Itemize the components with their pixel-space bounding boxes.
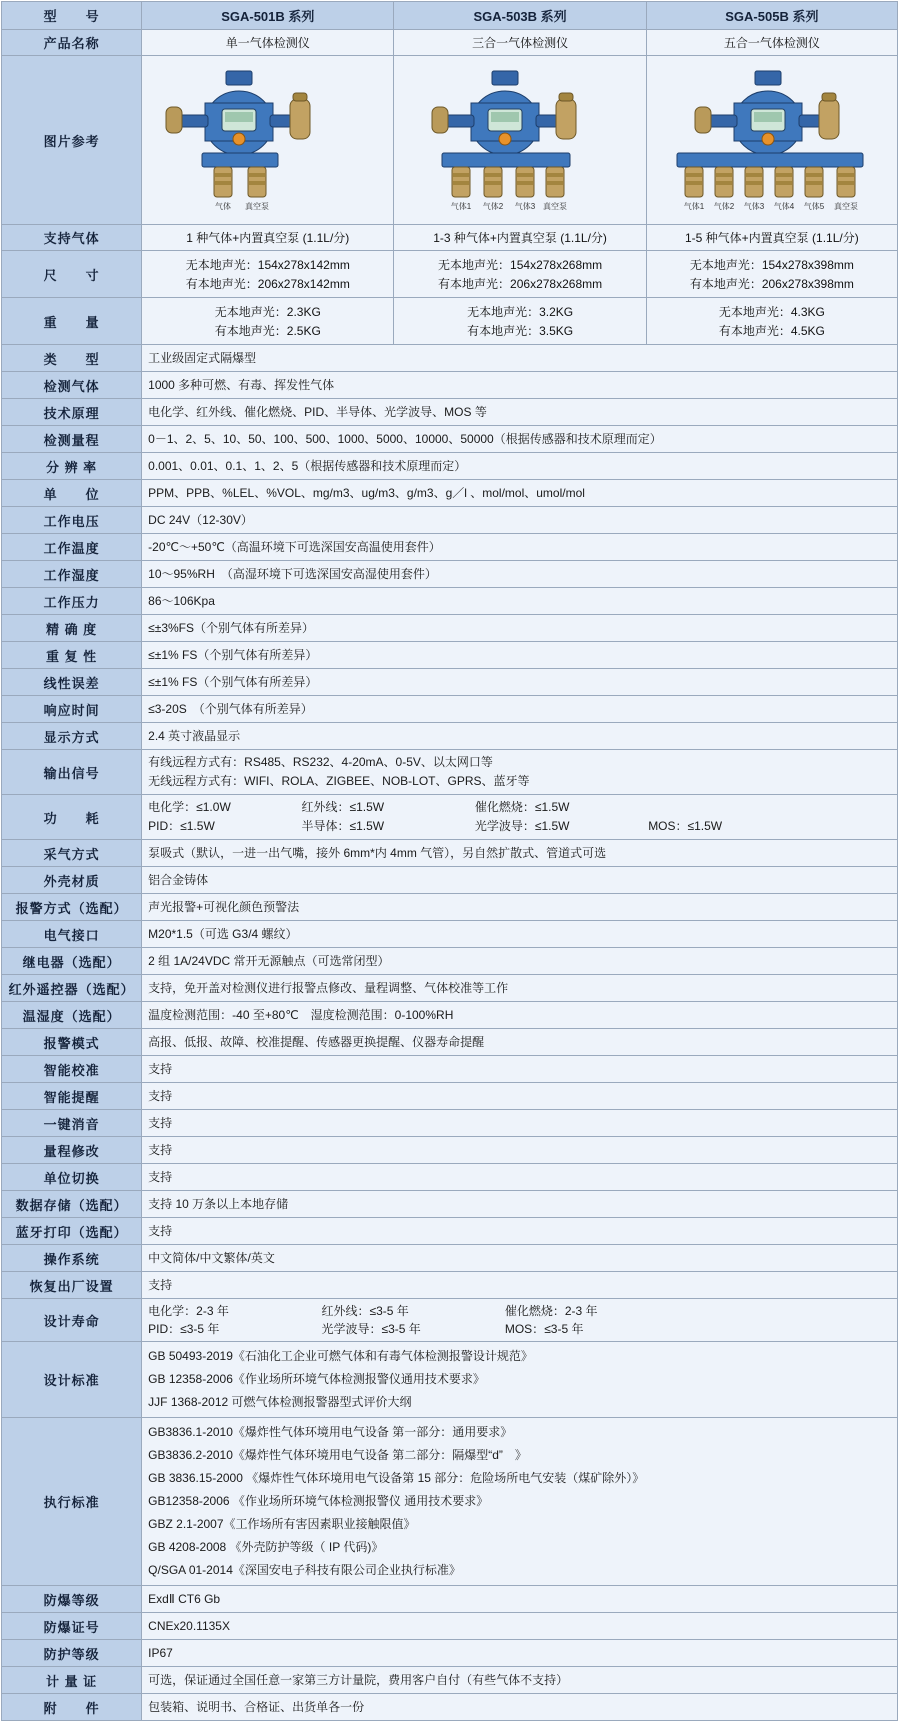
row-label-output-signal: 输出信号 [2,750,142,795]
table-row-design-standard [2,1342,898,1418]
row-label: 工作电压 [2,507,142,534]
row-label-design-life: 设计寿命 [2,1299,142,1342]
row-value: 工业级固定式隔爆型 [142,345,898,372]
life-item-optical [322,1320,502,1338]
row-value: 支持 [142,1164,898,1191]
product-image-505b [646,56,897,225]
power-item-infrared [302,798,472,817]
power-item-pid [148,817,298,836]
row-value: 包装箱、说明书、合格证、出货单各一份 [142,1694,898,1721]
row-label-product-name: 产品名称 [2,30,142,56]
row-value: 支持，免开盖对检测仪进行报警点修改、量程调整、气体校准等工作 [142,975,898,1002]
row-value: ≤3-20S （个别气体有所差异） [142,696,898,723]
life-val: 2-3 年 [196,1304,229,1318]
life-key: 催化燃烧： [504,1304,565,1318]
table-row-spec [2,399,898,426]
life-item-infrared [322,1302,502,1320]
product-name-503b: 三合一气体检测仪 [394,30,646,56]
row-label: 响应时间 [2,696,142,723]
size-503b-no-alarm: 无本地声光：154x278x268mm [438,258,603,272]
row-label: 精 确 度 [2,615,142,642]
port-label-pump: 真空泵 [543,201,568,211]
row-label: 继电器（选配） [2,948,142,975]
row-value: 支持 [142,1137,898,1164]
power-val: ≤1.5W [687,819,723,833]
port-label-gas2: 气体2 [713,201,734,211]
spec-sheet [0,1,899,1721]
row-label: 防护等级 [2,1640,142,1667]
row-value: 温度检测范围：-40 至+80℃ 湿度检测范围：0-100%RH [142,1002,898,1029]
table-row-spec [2,975,898,1002]
row-label-design-standard: 设计标准 [2,1342,142,1418]
weight-501b-no-alarm: 无本地声光：2.3KG [214,305,321,319]
table-row-spec [2,1245,898,1272]
row-label-size: 尺 寸 [2,251,142,298]
life-item-pid [148,1320,318,1338]
weight-501b-with-alarm: 有本地声光：2.5KG [214,324,321,338]
row-value: 0.001、0.01、0.1、1、2、5（根据传感器和技术原理而定） [142,453,898,480]
size-501b [142,251,394,298]
size-501b-no-alarm: 无本地声光：154x278x142mm [185,258,350,272]
row-value: 2.4 英寸液晶显示 [142,723,898,750]
power-val: ≤1.5W [534,800,570,814]
row-label: 红外遥控器（选配） [2,975,142,1002]
power-val: ≤1.5W [349,800,385,814]
row-value: 泵吸式（默认，一进一出气嘴，接外 6mm*内 4mm 气管），另自然扩散式、管道式可选 [142,840,898,867]
table-row-spec [2,1694,898,1721]
table-row-spec [2,1191,898,1218]
table-row-spec [2,921,898,948]
size-505b-no-alarm: 无本地声光：154x278x398mm [689,258,854,272]
row-label: 智能校准 [2,1056,142,1083]
life-val: 2-3 年 [564,1304,598,1318]
gas-support-503b: 1-3 种气体+内置真空泵 (1.1L/分) [394,225,646,251]
port-label-pump: 真空泵 [245,201,270,211]
output-signal-value [142,750,898,795]
row-value: 86～106Kpa [142,588,898,615]
design-standard-line: GB 50493-2019《石油化工企业可燃气体和有毒气体检测报警设计规范》 [148,1349,533,1363]
power-val: ≤1.0W [196,800,231,814]
row-label: 恢复出厂设置 [2,1272,142,1299]
row-label: 工作压力 [2,588,142,615]
table-row-exec-standard [2,1418,898,1586]
power-item-semiconductor [302,817,472,836]
row-label: 一键消音 [2,1110,142,1137]
row-value: 铝合金铸体 [142,867,898,894]
size-505b-with-alarm: 有本地声光：206x278x398mm [689,277,854,291]
row-value: 支持 10 万条以上本地存储 [142,1191,898,1218]
weight-505b-with-alarm: 有本地声光：4.5KG [718,324,825,338]
row-label: 技术原理 [2,399,142,426]
design-standard-value [142,1342,898,1418]
row-label: 单位切换 [2,1164,142,1191]
table-row-spec [2,1667,898,1694]
row-value: ≤±3%FS（个别气体有所差异） [142,615,898,642]
table-row-spec [2,615,898,642]
power-key: PID： [148,819,181,833]
exec-standard-line: GB 3836.15-2000 《爆炸性气体环境用电气设备第 15 部分：危险场所电气安装（煤矿除外）》 [148,1471,645,1485]
life-line-2 [148,1320,891,1338]
power-key: 红外线： [301,800,350,814]
exec-standard-line: GB3836.2-2010《爆炸性气体环境用电气设备 第二部分：隔爆型“d” 》 [148,1448,527,1462]
row-label: 量程修改 [2,1137,142,1164]
row-value: IP67 [142,1640,898,1667]
row-value: ExdⅡ CT6 Gb [142,1586,898,1613]
row-label: 防爆等级 [2,1586,142,1613]
power-key: MOS： [648,819,688,833]
port-label-gas5: 气体5 [803,201,824,211]
life-line-1 [148,1302,891,1320]
table-row-spec [2,534,898,561]
row-label: 线性误差 [2,669,142,696]
row-value: 电化学、红外线、催化燃烧、PID、半导体、光学波导、MOS 等 [142,399,898,426]
table-row-design-life [2,1299,898,1342]
table-row-spec [2,1137,898,1164]
row-value: 支持 [142,1218,898,1245]
table-row-spec [2,696,898,723]
table-row-spec [2,669,898,696]
table-row-spec [2,1029,898,1056]
row-value: 高报、低报、故障、校准提醒、传感器更换提醒、仪器寿命提醒 [142,1029,898,1056]
row-label-power: 功 耗 [2,795,142,840]
row-label: 工作温度 [2,534,142,561]
row-label: 操作系统 [2,1245,142,1272]
row-label-model: 型 号 [2,2,142,30]
table-row-product-name [2,30,898,56]
table-row-spec [2,453,898,480]
row-label-weight: 重 量 [2,298,142,345]
life-val: ≤3-5 年 [544,1322,584,1336]
row-label: 类 型 [2,345,142,372]
table-row-spec [2,894,898,921]
weight-505b [646,298,897,345]
power-item-mos [648,817,768,836]
row-label-gas-support: 支持气体 [2,225,142,251]
row-value: -20℃～+50℃（高温环境下可选深国安高温使用套件） [142,534,898,561]
exec-standard-line: GB 4208-2008 《外壳防护等级（ IP 代码)》 [148,1540,384,1554]
row-label: 报警方式（选配） [2,894,142,921]
detector-1-gas-icon [142,63,342,218]
table-row-spec [2,1164,898,1191]
row-value: 中文简体/中文繁体/英文 [142,1245,898,1272]
life-val: ≤3-5 年 [180,1322,220,1336]
exec-standard-line: GB3836.1-2010《爆炸性气体环境用电气设备 第一部分：通用要求》 [148,1425,513,1439]
row-value: 1000 多种可燃、有毒、挥发性气体 [142,372,898,399]
table-row-weight [2,298,898,345]
row-label: 智能提醒 [2,1083,142,1110]
row-value: PPM、PPB、%LEL、%VOL、mg/m3、ug/m3、g/m3、g／l 、mol/mol、umol/mol [142,480,898,507]
row-label: 防爆证号 [2,1613,142,1640]
row-label: 蓝牙打印（选配） [2,1218,142,1245]
table-row-spec [2,372,898,399]
table-row-images [2,56,898,225]
row-value: CNEx20.1135X [142,1613,898,1640]
table-row-spec [2,1110,898,1137]
life-key: PID： [148,1322,181,1336]
product-name-501b: 单一气体检测仪 [142,30,394,56]
row-value: 支持 [142,1056,898,1083]
table-row-power [2,795,898,840]
product-image-501b [142,56,394,225]
weight-501b [142,298,394,345]
power-line-2 [148,817,891,836]
power-val: ≤1.5W [534,819,570,833]
life-key: MOS： [504,1322,545,1336]
table-row-spec [2,948,898,975]
row-label: 重 复 性 [2,642,142,669]
port-label-gas3: 气体3 [743,201,764,211]
row-label: 报警模式 [2,1029,142,1056]
specification-table [1,1,898,1721]
table-row-spec [2,561,898,588]
table-row-model [2,2,898,30]
row-value: 声光报警+可视化颜色预警法 [142,894,898,921]
row-label: 温湿度（选配） [2,1002,142,1029]
row-value: DC 24V（12-30V） [142,507,898,534]
row-value: 0－1、2、5、10、50、100、500、1000、5000、10000、50000（根据传感器和技术原理而定） [142,426,898,453]
power-val: ≤1.5W [349,819,385,833]
row-value: 10～95%RH （高湿环境下可选深国安高湿使用套件） [142,561,898,588]
life-key: 红外线： [321,1304,370,1318]
exec-standard-value [142,1418,898,1586]
gas-support-501b: 1 种气体+内置真空泵 (1.1L/分) [142,225,394,251]
life-item-electrochem [148,1302,318,1320]
row-value: 2 组 1A/24VDC 常开无源触点（可选常闭型） [142,948,898,975]
row-label-exec-standard: 执行标准 [2,1418,142,1586]
row-value: 支持 [142,1272,898,1299]
table-row-size [2,251,898,298]
table-row-spec [2,507,898,534]
exec-standard-line: GB12358-2006 《作业场所环境气体检测报警仪 通用技术要求》 [148,1494,489,1508]
row-value: ≤±1% FS（个别气体有所差异） [142,669,898,696]
table-row-spec [2,642,898,669]
row-label: 工作湿度 [2,561,142,588]
table-row-spec [2,840,898,867]
row-value: 支持 [142,1083,898,1110]
table-row-spec [2,588,898,615]
port-label-pump: 真空泵 [833,201,858,211]
weight-505b-no-alarm: 无本地声光：4.3KG [718,305,825,319]
table-row-spec [2,1272,898,1299]
port-label-gas: 气体 [215,201,232,211]
detector-3-gas-icon [394,63,624,218]
power-key: 半导体： [301,819,350,833]
weight-503b-with-alarm: 有本地声光：3.5KG [467,324,574,338]
row-label: 电气接口 [2,921,142,948]
table-row-spec [2,1640,898,1667]
port-label-gas3: 气体3 [515,201,536,211]
life-key: 光学波导： [321,1322,382,1336]
design-standard-line: JJF 1368-2012 可燃气体检测报警器型式评价大纲 [148,1395,412,1409]
output-wireless: 无线远程方式有：WIFI、ROLA、ZIGBEE、NOB-LOT、GPRS、蓝牙等 [148,774,530,788]
life-val: ≤3-5 年 [369,1304,409,1318]
table-row-spec [2,345,898,372]
row-label: 显示方式 [2,723,142,750]
row-value: 可选，保证通过全国任意一家第三方计量院，费用客户自付（有些气体不支持） [142,1667,898,1694]
design-standard-line: GB 12358-2006《作业场所环境气体检测报警仪通用技术要求》 [148,1372,485,1386]
power-val: ≤1.5W [180,819,215,833]
row-label: 检测量程 [2,426,142,453]
row-value: M20*1.5（可选 G3/4 螺纹） [142,921,898,948]
port-label-gas1: 气体1 [451,201,472,211]
table-row-spec [2,426,898,453]
product-name-505b: 五合一气体检测仪 [646,30,897,56]
table-row-spec [2,1586,898,1613]
table-row-spec [2,723,898,750]
column-header-501b: SGA-501B 系列 [142,2,394,30]
power-value [142,795,898,840]
size-501b-with-alarm: 有本地声光：206x278x142mm [185,277,350,291]
row-label: 采气方式 [2,840,142,867]
life-item-catalytic [505,1302,675,1320]
table-row-gas-support [2,225,898,251]
size-503b-with-alarm: 有本地声光：206x278x268mm [438,277,603,291]
life-key: 电化学： [148,1304,197,1318]
row-label: 单 位 [2,480,142,507]
power-item-catalytic [475,798,645,817]
table-row-output-signal [2,750,898,795]
life-item-mos [505,1320,675,1338]
row-label: 附 件 [2,1694,142,1721]
row-label: 检测气体 [2,372,142,399]
table-row-spec [2,1218,898,1245]
weight-503b-no-alarm: 无本地声光：3.2KG [467,305,574,319]
port-label-gas1: 气体1 [683,201,704,211]
exec-standard-line: Q/SGA 01-2014《深国安电子科技有限公司企业执行标准》 [148,1563,461,1577]
detector-5-gas-icon [647,63,892,218]
size-503b [394,251,646,298]
table-row-spec [2,480,898,507]
row-label: 数据存储（选配） [2,1191,142,1218]
power-line-1 [148,798,891,817]
power-key: 催化燃烧： [474,800,535,814]
design-life-value [142,1299,898,1342]
table-row-spec [2,1056,898,1083]
row-value: 支持 [142,1110,898,1137]
size-505b [646,251,897,298]
row-label-image: 图片参考 [2,56,142,225]
column-header-505b: SGA-505B 系列 [646,2,897,30]
table-row-spec [2,1083,898,1110]
gas-support-505b: 1-5 种气体+内置真空泵 (1.1L/分) [646,225,897,251]
power-item-electrochem [148,798,298,817]
table-row-spec [2,867,898,894]
exec-standard-line: GBZ 2.1-2007《工作场所有害因素职业接触限值》 [148,1517,416,1531]
row-label: 计 量 证 [2,1667,142,1694]
row-label: 外壳材质 [2,867,142,894]
port-label-gas2: 气体2 [483,201,504,211]
column-header-503b: SGA-503B 系列 [394,2,646,30]
power-key: 电化学： [148,800,197,814]
port-label-gas4: 气体4 [773,201,794,211]
weight-503b [394,298,646,345]
output-wired: 有线远程方式有：RS485、RS232、4-20mA、0-5V、以太网口等 [148,755,493,769]
table-row-spec [2,1002,898,1029]
power-key: 光学波导： [474,819,535,833]
row-label: 分 辨 率 [2,453,142,480]
life-val: ≤3-5 年 [381,1322,421,1336]
product-image-503b [394,56,646,225]
table-row-spec [2,1613,898,1640]
power-item-optical [475,817,645,836]
row-value: ≤±1% FS（个别气体有所差异） [142,642,898,669]
